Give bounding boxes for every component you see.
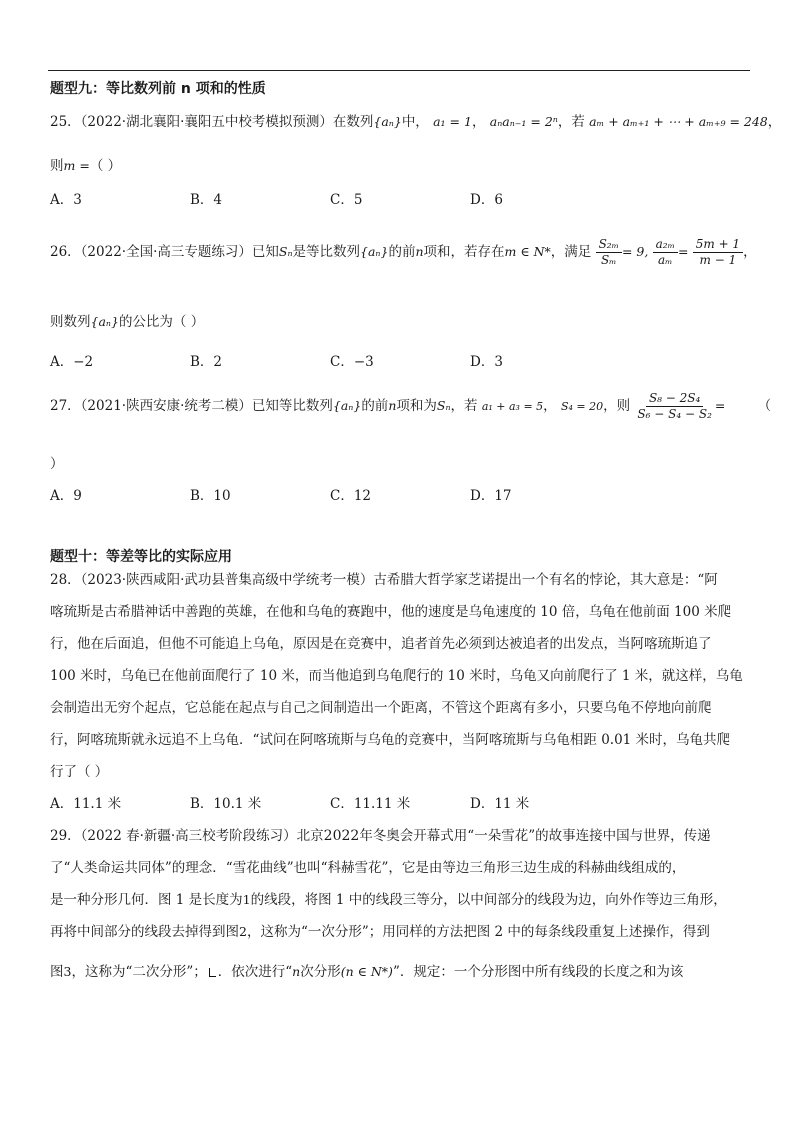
header-rule: [48, 70, 750, 71]
q29-three: 3: [63, 964, 72, 979]
q28-option-a: A．11.1 米: [50, 796, 122, 812]
q27-frac-num: S₈ − 2S₄: [646, 391, 703, 407]
q28-text-3: 行，他在后面追，但他不可能追上乌龟，原因是在竞赛中，追者首先必须到达被追者的出发点，当阿喀琉斯追了: [50, 636, 712, 652]
q28-line-6: [50, 730, 750, 750]
q25-cond2: aₙaₙ₋₁ = 2ⁿ: [489, 114, 558, 129]
q28-text-7: 行了（ ）: [50, 764, 109, 780]
q29-line5-mid2: ．依次进行“: [217, 964, 293, 980]
q26-line2-post: 的公比为（ ）: [118, 314, 205, 330]
q27-sn: Sₙ: [436, 398, 451, 413]
question-25-line-2: [50, 156, 750, 176]
question-26-line-1: [50, 234, 757, 270]
q26-cond: m ∈ N*: [504, 244, 551, 259]
q26-frac-m-num: 5m + 1: [693, 237, 743, 253]
q27-eq: =: [714, 398, 726, 413]
q29-line-5: [50, 962, 750, 982]
q25-option-c: C．5: [330, 192, 363, 208]
q26-frac-s: [596, 237, 622, 268]
q25-seq: {aₙ}: [373, 114, 402, 129]
q25-line2-post: （ ）: [89, 158, 122, 174]
q25-cond3: aₘ + aₘ₊₁ + ⋯ + aₘ₊₉ = 248: [589, 114, 768, 129]
q28-option-b: B．10.1 米: [190, 796, 262, 812]
q26-sn: Sₙ: [278, 244, 293, 259]
q27-option-a: A．9: [50, 488, 82, 504]
q29-line4-post: ，这称为“一次分形”；用同样的方法把图 2 中的每条线段重复上述操作，得到: [246, 924, 710, 940]
q26-option-c: C．−3: [330, 354, 374, 370]
q28-text-1: 28．（2023·陕西咸阳·武功县普集高级中学统考一模）古希腊大哲学家芝诺提出一个有名的悖论，其大意是：“阿: [50, 572, 718, 588]
q26-option-b: B．2: [190, 354, 223, 370]
q27-lead: 27．（2021·陕西安康·统考二模）已知等比数列: [50, 398, 333, 414]
question-27-line-1: [50, 388, 772, 425]
q28-text-5: 会制造出无穷个起点，它总能在起点与自己之间制造出一个距离，不管这个距离有多小，只要乌龟不停地向前爬: [50, 700, 712, 716]
q29-two: 2: [239, 924, 247, 939]
q29-line1-pre: 29．（2022 春·新疆·高三校考阶段练习）北京: [50, 828, 324, 844]
q27-mid1: 的前: [361, 398, 389, 414]
q28-line-7: [50, 762, 750, 782]
q29-line-4: [50, 922, 750, 942]
q29-cond: (n ∈ N*): [340, 964, 393, 979]
q27-cond1: a₁ + a₃ = 5: [481, 400, 544, 413]
q26-frac-m-den: m − 1: [699, 253, 737, 267]
q29-line1-post: 年冬奥会开幕式用“一朵雪花”的故事连接中国与世界，传递: [359, 828, 711, 844]
question-26-line-2: [50, 312, 750, 332]
q28-option-d: D．11 米: [470, 796, 530, 812]
q25-option-a: A．3: [50, 192, 82, 208]
q27-option-b: B．10: [190, 488, 231, 504]
q29-one: 1: [242, 892, 251, 907]
q26-eq2: =: [677, 244, 689, 259]
q25-end: ，: [767, 114, 782, 130]
q29-n: n: [292, 964, 301, 979]
q27-seq: {aₙ}: [332, 398, 362, 413]
q25-cond1: a₁ = 1: [433, 114, 472, 129]
section-heading-10: 题型十：等差等比的实际应用: [50, 549, 232, 565]
q27-option-d: D．17: [470, 488, 512, 504]
q26-line2-pre: 则数列: [50, 314, 91, 330]
q27-cond2: S₄ = 20: [560, 400, 604, 413]
q28-option-c: C．11.11 米: [330, 796, 411, 812]
q26-seq: {aₙ}: [360, 244, 389, 259]
q28-text-2: 喀琉斯是古希腊神话中善跑的英雄，在他和乌龟的赛跑中，他的速度是乌龟速度的 10 倍，乌龟在他前面 100 米爬: [50, 604, 732, 620]
q27-frac: [634, 391, 714, 422]
q28-line-4: [50, 666, 750, 686]
q26-mid1: 是等比数列: [292, 244, 361, 260]
q28-text-6: 行，阿喀琉斯就永远追不上乌龟．“试问在阿喀琉斯与乌龟的竞赛中，当阿喀琉斯与乌龟相距 0.01 米时，乌龟共爬: [50, 732, 731, 748]
q29-line5-pre: 图: [50, 964, 64, 980]
q26-frac-s-num: S₂ₘ: [596, 237, 622, 253]
q25-option-b: B．4: [190, 192, 223, 208]
q27-mid4: ，则: [603, 398, 631, 414]
q26-lead: 26．（2022·全国·高三专题练习）已知: [50, 244, 279, 260]
q28-line-3: [50, 634, 750, 654]
q29-line-1: [50, 826, 750, 846]
q25-line2-math: m =: [63, 158, 90, 173]
q25-mid2: ，若: [557, 114, 585, 130]
q27-mid3: ，若: [450, 398, 478, 414]
q26-frac-a: [653, 237, 678, 268]
question-27-line-2: ）: [50, 456, 64, 472]
section-heading-9: 题型九：等比数列前 n 项和的性质: [50, 81, 266, 97]
q25-option-d: D．6: [470, 192, 503, 208]
q29-year: 2022: [323, 828, 360, 844]
q25-lead: 25．（2022·湖北襄阳·襄阳五中校考模拟预测）在数列: [50, 114, 374, 130]
q26-eq1: = 9,: [621, 244, 649, 259]
q29-line5-mid: ，这称为“二次分形”；: [71, 964, 207, 980]
q26-n: n: [415, 244, 424, 259]
q26-end: ，: [743, 244, 757, 260]
q25-mid1: 中，: [401, 114, 429, 130]
q29-line4-pre: 再将中间部分的线段去掉得到图: [50, 924, 239, 940]
q27-comma: ，: [543, 398, 557, 414]
q29-line-2: 了“人类命运共同体”的理念．“雪花曲线”也叫“科赫雪花”，它是由等边三角形三边生成的科赫曲线组成的，: [50, 860, 686, 876]
q27-frac-den: S₆ − S₄ − S₂: [637, 407, 712, 421]
q28-line-5: [50, 698, 750, 718]
q29-line-3: [50, 890, 750, 910]
q28-text-4: 100 米时，乌龟已在他前面爬行了 10 米，而当他追到乌龟爬行的 10 米时，乌龟又向前爬行了 1 米，就这样，乌龟: [50, 668, 743, 684]
q26-frac-s-den: Sₘ: [600, 253, 617, 267]
q26-frac-a-num: a₂ₘ: [653, 237, 678, 253]
q27-mid2: 项和为: [396, 398, 437, 414]
q29-line5-mid3: 次分形: [300, 964, 341, 980]
q28-line-2: [50, 602, 750, 622]
q25-line2-pre: 则: [50, 158, 64, 174]
ellipsis-corner-icon: [209, 968, 216, 977]
q27-n: n: [388, 398, 397, 413]
q26-option-a: A．−2: [50, 354, 94, 370]
q27-option-c: C．12: [330, 488, 372, 504]
q29-line3-post: 的线段，将图 1 中的线段三等分，以中间部分的线段为边，向外作等边三角形，: [250, 892, 727, 908]
q25-comma1: ，: [471, 114, 486, 130]
q28-line-1: [50, 570, 750, 590]
question-25-line-1: [50, 112, 782, 132]
q26-frac-a-den: aₘ: [658, 253, 673, 267]
q26-mid4: ，满足: [550, 244, 592, 260]
q26-option-d: D．3: [470, 354, 503, 370]
q26-frac-m: [693, 237, 743, 268]
q26-line2-seq: {aₙ}: [90, 314, 119, 329]
q26-mid3: 项和，若存在: [423, 244, 505, 260]
q27-paren-open: （: [757, 398, 772, 414]
q26-mid2: 的前: [388, 244, 416, 260]
q29-line3-pre: 是一种分形几何．图 1 是长度为: [50, 892, 243, 908]
q29-line5-post: ”．规定：一个分形图中所有线段的长度之和为该: [392, 964, 684, 980]
